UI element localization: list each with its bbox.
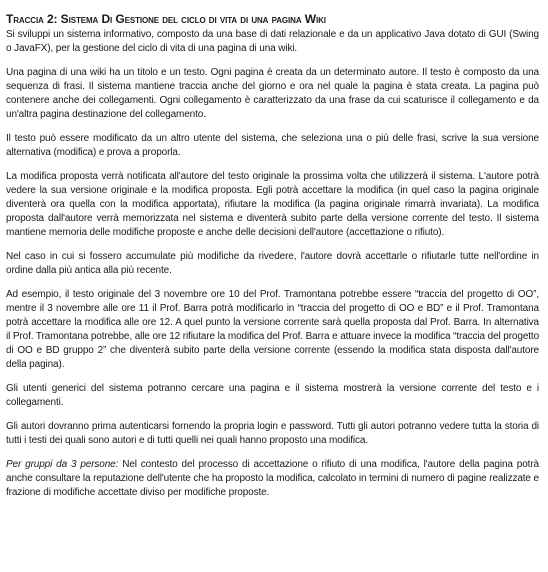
paragraph-generic-users: Gli utenti generici del sistema potranno cercare una pagina e il sistema mostrerà la versione corrente del testo e i collegamenti. xyxy=(6,383,539,408)
paragraph-modification: Il testo può essere modificato da un altro utente del sistema, che seleziona una o più delle frasi, scrive la sua versione alternativa (modifica) e prova a proporla. xyxy=(6,133,539,158)
document-title: Traccia 2: Sistema Di Gestione del ciclo di vita di una pagina Wiki xyxy=(6,12,326,26)
paragraph-page-structure: Una pagina di una wiki ha un titolo e un testo. Ogni pagina è creata da un determinato autore. Il testo è composto da una sequenza di frasi. Il sistema mantiene traccia anche del giorno e ora nel quale la pagina è stata creata. La pagina può contenere anche dei collegamenti. Ogni collegamento è caratterizzato da una frase da cui scaturisce il collegamento e da un'altra pagina destinazione del collegamento. xyxy=(6,67,539,120)
paragraph-notification: La modifica proposta verrà notificata all'autore del testo originale la prossima volta che utilizzerà il sistema. L'autore potrà vedere la sua versione originale e la modifica proposta. Egli potrà accettare la modifica (in quel caso la pagina originale diventerà ora quella con la modifica apportata), rifiutare la modifica (la pagina originale rimarrà invariata). La modifica proposta dall'autore verrà memorizzata nel sistema e diventerà subito parte della versione corrente del testo. Il sistema mantiene memoria delle modifiche proposte e anche delle decisioni dell'autore (accettazione o rifiuto). xyxy=(6,171,539,238)
paragraph-groups xyxy=(6,458,539,500)
paragraph-example: Ad esempio, il testo originale del 3 novembre ore 10 del Prof. Tramontana potrebbe essere “traccia del progetto di OO”, mentre il 3 novembre alle ore 11 il Prof. Barra potrà modificarlo in “traccia del progetto di OO e BD” e il Prof. Tramontana potrà accettare la modifica alle ore 12. A quel punto la versione corrente sarà quella proposta dal Prof. Barra. In alternativa il Prof. Tramontana potrebbe, alle ore 12 rifiutare la modifica del Prof. Barra e attuare invece la modifica “traccia del progetto di OO e BD gruppo 2” che diventerà subito parte della versione corrente (essendo la modifica stata disposta dall'autore della pagina). xyxy=(6,289,540,370)
paragraph-authors: Gli autori dovranno prima autenticarsi fornendo la propria login e password. Tutti gli autori potranno vedere tutta la storia di tutti i testi dei quali sono autori e di tutti quelli nei quali hanno proposto una modifica. xyxy=(6,421,539,446)
paragraph-accumulated: Nel caso in cui si fossero accumulate più modifiche da rivedere, l'autore dovrà accettarle o rifiutarle tutte nell'ordine in ordine dalla più antica alla più recente. xyxy=(6,251,539,276)
paragraph-intro: Si sviluppi un sistema informativo, composto da una base di dati relazionale e da un applicativo Java dotato di GUI (Swing o JavaFX), per la gestione del ciclo di vita di una pagina di una wiki. xyxy=(6,29,539,54)
groups-text: Nel contesto del processo di accettazione o rifiuto di una modifica, l'autore della pagina potrà anche consultare la reputazione dell'utente che ha proposto la modifica, calcolato in termini di numero di pagine realizzate e frazione di modifiche accettate diviso per modifiche proposte. xyxy=(6,459,539,498)
document-page xyxy=(6,12,539,510)
groups-lead: Per gruppi da 3 persone: xyxy=(6,459,119,470)
